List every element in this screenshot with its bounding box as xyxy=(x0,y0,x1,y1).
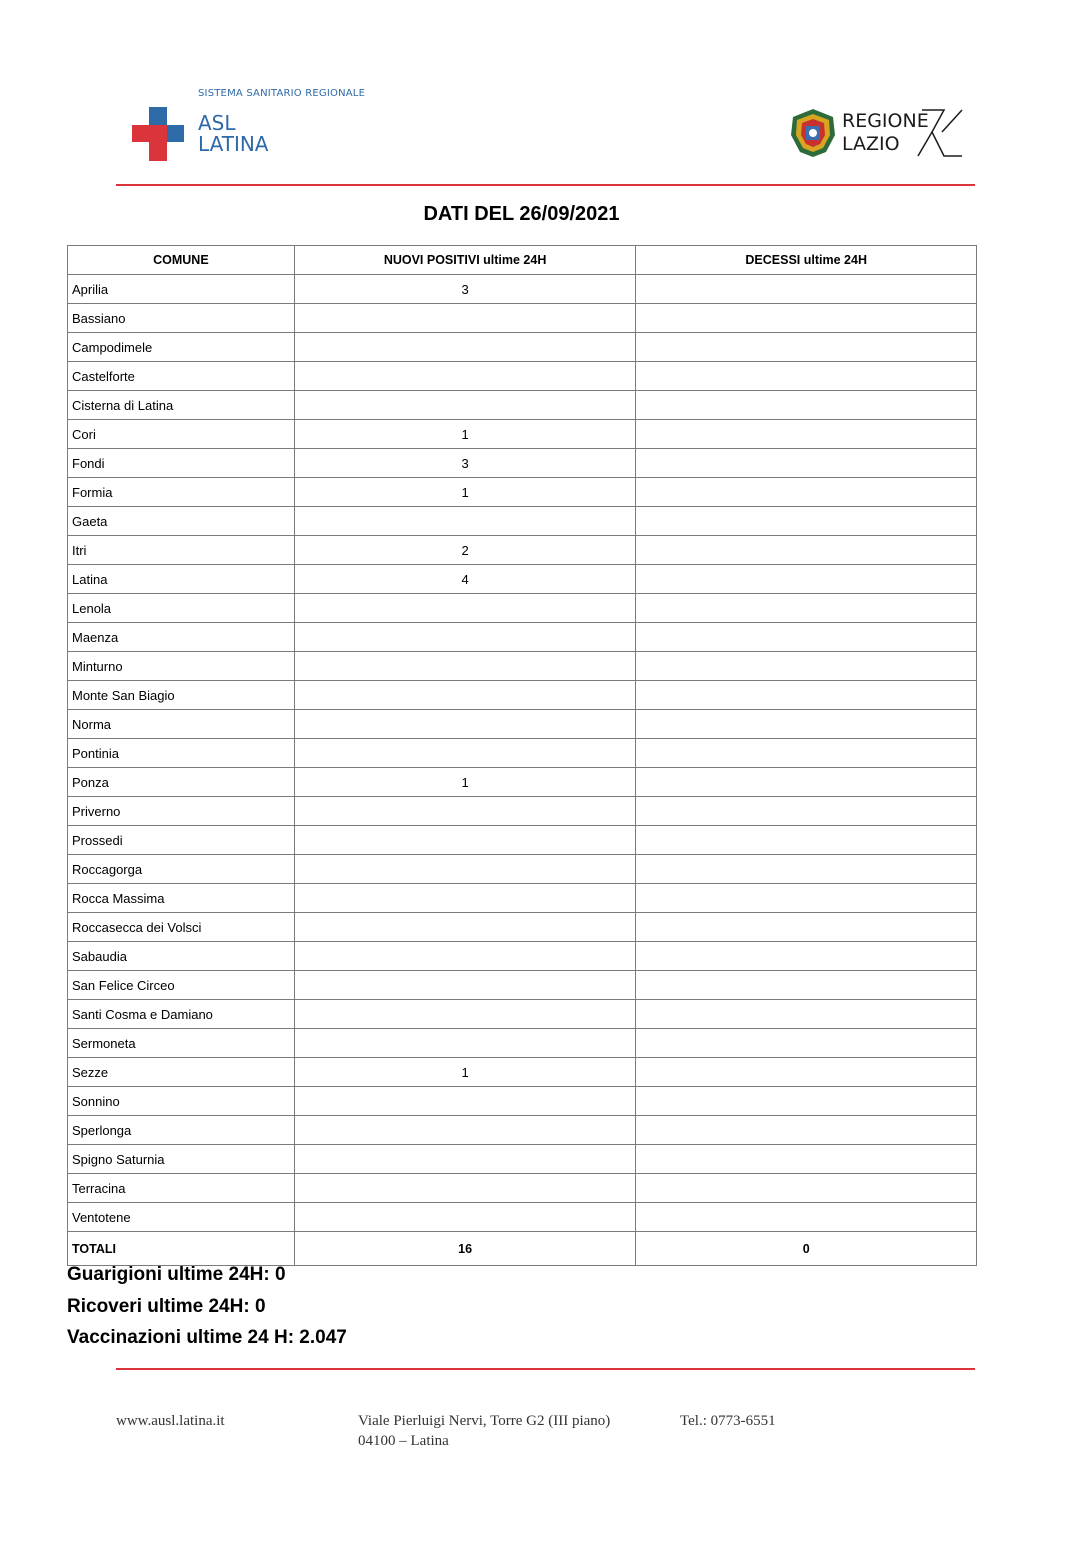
asl-name xyxy=(198,113,269,155)
table-row xyxy=(68,536,977,565)
cell-decessi xyxy=(636,536,977,565)
cell-comune: Ventotene xyxy=(68,1203,295,1232)
cell-nuovi-positivi xyxy=(294,942,636,971)
totals-decessi: 0 xyxy=(636,1232,977,1266)
cell-comune: Sezze xyxy=(68,1058,295,1087)
totals-nuovi-positivi: 16 xyxy=(294,1232,636,1266)
cell-comune: Bassiano xyxy=(68,304,295,333)
table-row xyxy=(68,594,977,623)
cell-nuovi-positivi xyxy=(294,507,636,536)
cell-comune: Roccagorga xyxy=(68,855,295,884)
table-row xyxy=(68,1000,977,1029)
table-row xyxy=(68,768,977,797)
cell-comune: Terracina xyxy=(68,1174,295,1203)
cell-comune: Monte San Biagio xyxy=(68,681,295,710)
cell-decessi xyxy=(636,362,977,391)
asl-name-line1: ASL xyxy=(198,111,236,135)
cell-comune: Prossedi xyxy=(68,826,295,855)
cell-decessi xyxy=(636,1203,977,1232)
totals-label: TOTALI xyxy=(68,1232,295,1266)
cell-decessi xyxy=(636,1000,977,1029)
cell-comune: Norma xyxy=(68,710,295,739)
cell-comune: Castelforte xyxy=(68,362,295,391)
cell-decessi xyxy=(636,1145,977,1174)
cell-nuovi-positivi xyxy=(294,913,636,942)
table-row xyxy=(68,333,977,362)
table-row xyxy=(68,304,977,333)
cell-nuovi-positivi: 1 xyxy=(294,768,636,797)
table-row xyxy=(68,275,977,304)
cell-nuovi-positivi: 1 xyxy=(294,1058,636,1087)
cell-decessi xyxy=(636,507,977,536)
cell-comune: Santi Cosma e Damiano xyxy=(68,1000,295,1029)
summary-vaccinazioni: Vaccinazioni ultime 24 H: 2.047 xyxy=(67,1327,347,1348)
table-row xyxy=(68,710,977,739)
cell-nuovi-positivi xyxy=(294,1000,636,1029)
cell-decessi xyxy=(636,1116,977,1145)
cell-decessi xyxy=(636,333,977,362)
table-row xyxy=(68,1116,977,1145)
asl-name-line2: LATINA xyxy=(198,132,269,156)
cell-comune: Lenola xyxy=(68,594,295,623)
cell-nuovi-positivi: 2 xyxy=(294,536,636,565)
cell-decessi xyxy=(636,275,977,304)
table-row xyxy=(68,1029,977,1058)
cell-nuovi-positivi: 1 xyxy=(294,420,636,449)
cell-nuovi-positivi xyxy=(294,710,636,739)
table-row xyxy=(68,884,977,913)
footer-phone: Tel.: 0773-6551 xyxy=(680,1413,776,1429)
table-row xyxy=(68,391,977,420)
table-row xyxy=(68,623,977,652)
table-row xyxy=(68,971,977,1000)
cell-decessi xyxy=(636,1029,977,1058)
cell-decessi xyxy=(636,826,977,855)
cell-comune: Pontinia xyxy=(68,739,295,768)
cell-nuovi-positivi xyxy=(294,1145,636,1174)
table-row xyxy=(68,478,977,507)
asl-latina-logo xyxy=(132,88,372,168)
page-title: DATI DEL 26/09/2021 xyxy=(423,203,620,225)
cell-decessi xyxy=(636,710,977,739)
cell-nuovi-positivi xyxy=(294,304,636,333)
cell-comune: Gaeta xyxy=(68,507,295,536)
lazio-chevron-icon xyxy=(916,108,964,158)
cell-decessi xyxy=(636,971,977,1000)
region-line1: REGIONE xyxy=(842,110,929,132)
column-header-nuovi-positivi: NUOVI POSITIVI ultime 24H xyxy=(294,246,636,275)
table-row xyxy=(68,362,977,391)
cell-nuovi-positivi xyxy=(294,1029,636,1058)
footer-divider xyxy=(116,1368,975,1370)
cell-nuovi-positivi: 3 xyxy=(294,275,636,304)
cell-comune: Sonnino xyxy=(68,1087,295,1116)
cell-nuovi-positivi: 4 xyxy=(294,565,636,594)
table-row xyxy=(68,1087,977,1116)
region-line2: LAZIO xyxy=(842,133,900,155)
table-row xyxy=(68,652,977,681)
cell-nuovi-positivi xyxy=(294,652,636,681)
table-row xyxy=(68,507,977,536)
cell-decessi xyxy=(636,304,977,333)
cell-comune: Fondi xyxy=(68,449,295,478)
cell-decessi xyxy=(636,768,977,797)
cell-nuovi-positivi xyxy=(294,1116,636,1145)
cell-nuovi-positivi xyxy=(294,1174,636,1203)
cell-nuovi-positivi xyxy=(294,797,636,826)
cell-decessi xyxy=(636,623,977,652)
table-row xyxy=(68,942,977,971)
asl-subtitle: SISTEMA SANITARIO REGIONALE xyxy=(198,88,366,99)
cell-nuovi-positivi xyxy=(294,971,636,1000)
cell-comune: Sermoneta xyxy=(68,1029,295,1058)
footer-address xyxy=(358,1411,610,1451)
cell-decessi xyxy=(636,942,977,971)
cell-nuovi-positivi: 3 xyxy=(294,449,636,478)
table-row xyxy=(68,797,977,826)
cell-comune: Rocca Massima xyxy=(68,884,295,913)
table-row xyxy=(68,565,977,594)
red-blue-cross-icon xyxy=(132,107,184,161)
cell-decessi xyxy=(636,420,977,449)
footer-address-line2: 04100 – Latina xyxy=(358,1433,449,1449)
cell-comune: Cori xyxy=(68,420,295,449)
cell-nuovi-positivi xyxy=(294,739,636,768)
cell-comune: Maenza xyxy=(68,623,295,652)
cell-decessi xyxy=(636,913,977,942)
cell-nuovi-positivi xyxy=(294,362,636,391)
column-header-decessi: DECESSI ultime 24H xyxy=(636,246,977,275)
table-row xyxy=(68,739,977,768)
summary-ricoveri: Ricoveri ultime 24H: 0 xyxy=(67,1296,266,1317)
cell-comune: Itri xyxy=(68,536,295,565)
cell-comune: Spigno Saturnia xyxy=(68,1145,295,1174)
cell-comune: Sperlonga xyxy=(68,1116,295,1145)
table-row xyxy=(68,420,977,449)
cell-nuovi-positivi xyxy=(294,884,636,913)
cell-decessi xyxy=(636,391,977,420)
cell-decessi xyxy=(636,1087,977,1116)
table-row xyxy=(68,1058,977,1087)
cell-nuovi-positivi xyxy=(294,855,636,884)
lazio-emblem-icon xyxy=(790,108,836,158)
table-row xyxy=(68,681,977,710)
cell-nuovi-positivi xyxy=(294,681,636,710)
cell-decessi xyxy=(636,449,977,478)
cell-nuovi-positivi xyxy=(294,623,636,652)
table-totals-row xyxy=(68,1232,977,1266)
table-row xyxy=(68,1203,977,1232)
cell-comune: Cisterna di Latina xyxy=(68,391,295,420)
cell-decessi xyxy=(636,797,977,826)
cell-decessi xyxy=(636,565,977,594)
cell-decessi xyxy=(636,1174,977,1203)
cell-decessi xyxy=(636,884,977,913)
cell-decessi xyxy=(636,478,977,507)
cell-nuovi-positivi xyxy=(294,1203,636,1232)
cell-decessi xyxy=(636,652,977,681)
column-header-comune: COMUNE xyxy=(68,246,295,275)
cell-nuovi-positivi xyxy=(294,594,636,623)
cell-comune: San Felice Circeo xyxy=(68,971,295,1000)
cell-nuovi-positivi xyxy=(294,826,636,855)
cell-decessi xyxy=(636,739,977,768)
cell-comune: Roccasecca dei Volsci xyxy=(68,913,295,942)
cell-comune: Sabaudia xyxy=(68,942,295,971)
cell-comune: Latina xyxy=(68,565,295,594)
cell-decessi xyxy=(636,1058,977,1087)
table-row xyxy=(68,1174,977,1203)
summary-guarigioni: Guarigioni ultime 24H: 0 xyxy=(67,1264,286,1285)
cell-comune: Ponza xyxy=(68,768,295,797)
table-row xyxy=(68,1145,977,1174)
table-row xyxy=(68,913,977,942)
cell-comune: Campodimele xyxy=(68,333,295,362)
covid-data-table xyxy=(67,245,977,1266)
table-row xyxy=(68,855,977,884)
cell-decessi xyxy=(636,855,977,884)
cell-nuovi-positivi xyxy=(294,391,636,420)
table-header-row xyxy=(68,246,977,275)
cell-comune: Formia xyxy=(68,478,295,507)
cell-comune: Aprilia xyxy=(68,275,295,304)
cell-comune: Minturno xyxy=(68,652,295,681)
cell-decessi xyxy=(636,594,977,623)
regione-lazio-logo xyxy=(790,108,970,160)
cell-nuovi-positivi xyxy=(294,1087,636,1116)
cell-nuovi-positivi: 1 xyxy=(294,478,636,507)
header-divider xyxy=(116,184,975,186)
table-row xyxy=(68,826,977,855)
footer-website[interactable]: www.ausl.latina.it xyxy=(116,1413,225,1429)
cell-comune: Priverno xyxy=(68,797,295,826)
cell-decessi xyxy=(636,681,977,710)
table-row xyxy=(68,449,977,478)
footer-address-line1: Viale Pierluigi Nervi, Torre G2 (III piano) xyxy=(358,1413,611,1429)
cell-nuovi-positivi xyxy=(294,333,636,362)
